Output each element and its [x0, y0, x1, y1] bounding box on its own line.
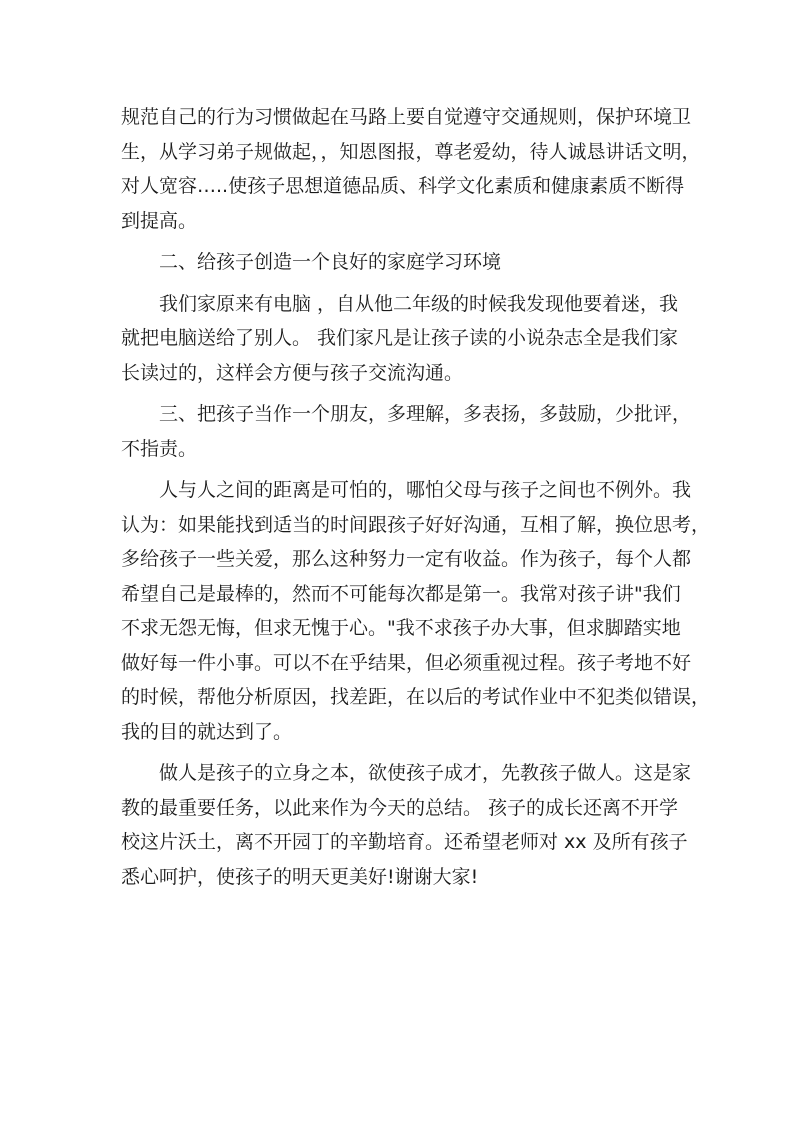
text-line: 长读过的，这样会方便与孩子交流沟通。	[121, 361, 464, 384]
text-line: 希望自己是最棒的，然而不可能每次都是第一。我常对孩子讲"我们	[121, 582, 681, 605]
text-line: 认为：如果能找到适当的时间跟孩子好好沟通，互相了解，换位思考，	[121, 513, 711, 536]
text-line: 校这片沃土，离不开园丁的辛勤培育。还希望老师对 xx 及所有孩子	[121, 831, 688, 853]
text-line: 对人宽容…..使孩子思想道德品质、科学文化素质和健康素质不断得	[121, 175, 685, 197]
text-line: 就把电脑送给了别人。 我们家凡是让孩子读的小说杂志全是我们家	[121, 327, 679, 349]
text-line: 我们家原来有电脑 ，自从他二年级的时候我发现他要着迷，我	[159, 292, 679, 315]
text-line: 不求无怨无悔，但求无愧于心。"我不求孩子办大事，但求脚踏实地	[121, 617, 681, 639]
heading-line: 二、给孩子创造一个良好的家庭学习环境	[159, 251, 502, 273]
heading-line: 不指责。	[121, 437, 198, 460]
text-line: 规范自己的行为习惯做起在马路上要自觉遵守交通规则，保护环境卫	[121, 106, 692, 128]
paragraph-5	[121, 473, 711, 749]
paragraph-6	[121, 756, 692, 894]
text-line: 我的目的就达到了。	[121, 720, 293, 743]
text-line: 人与人之间的距离是可怕的，哪怕父母与孩子之间也不例外。我	[159, 479, 692, 501]
paragraph-1	[121, 100, 701, 238]
text-line: 到提高。	[121, 209, 198, 232]
text-line: 的时候，帮他分析原因，找差距，在以后的考试作业中不犯类似错误，	[121, 686, 711, 708]
text-line: 悉心呵护，使孩子的明天更美好!谢谢大家!	[121, 865, 479, 888]
document-body	[121, 100, 711, 894]
text-line: 做人是孩子的立身之本，欲使孩子成才，先教孩子做人。这是家	[159, 762, 692, 784]
text-line: 教的最重要任务，以此来作为今天的总结。 孩子的成长还离不开学	[121, 796, 679, 819]
section-heading-3	[121, 397, 692, 466]
section-heading-2	[121, 245, 681, 280]
text-line: 多给孩子一些关爱，那么这种努力一定有收益。作为孩子，每个人都	[121, 548, 692, 570]
text-line: 做好每一件小事。可以不在乎结果，但必须重视过程。孩子考地不好	[121, 651, 692, 674]
text-line: 生，从学习弟子规做起，，知恩图报，尊老爱幼，待人诚恳讲话文明，	[121, 140, 701, 163]
paragraph-3	[121, 287, 681, 391]
heading-line: 三、把孩子当作一个朋友，多理解，多表扬，多鼓励，少批评，	[159, 403, 692, 425]
